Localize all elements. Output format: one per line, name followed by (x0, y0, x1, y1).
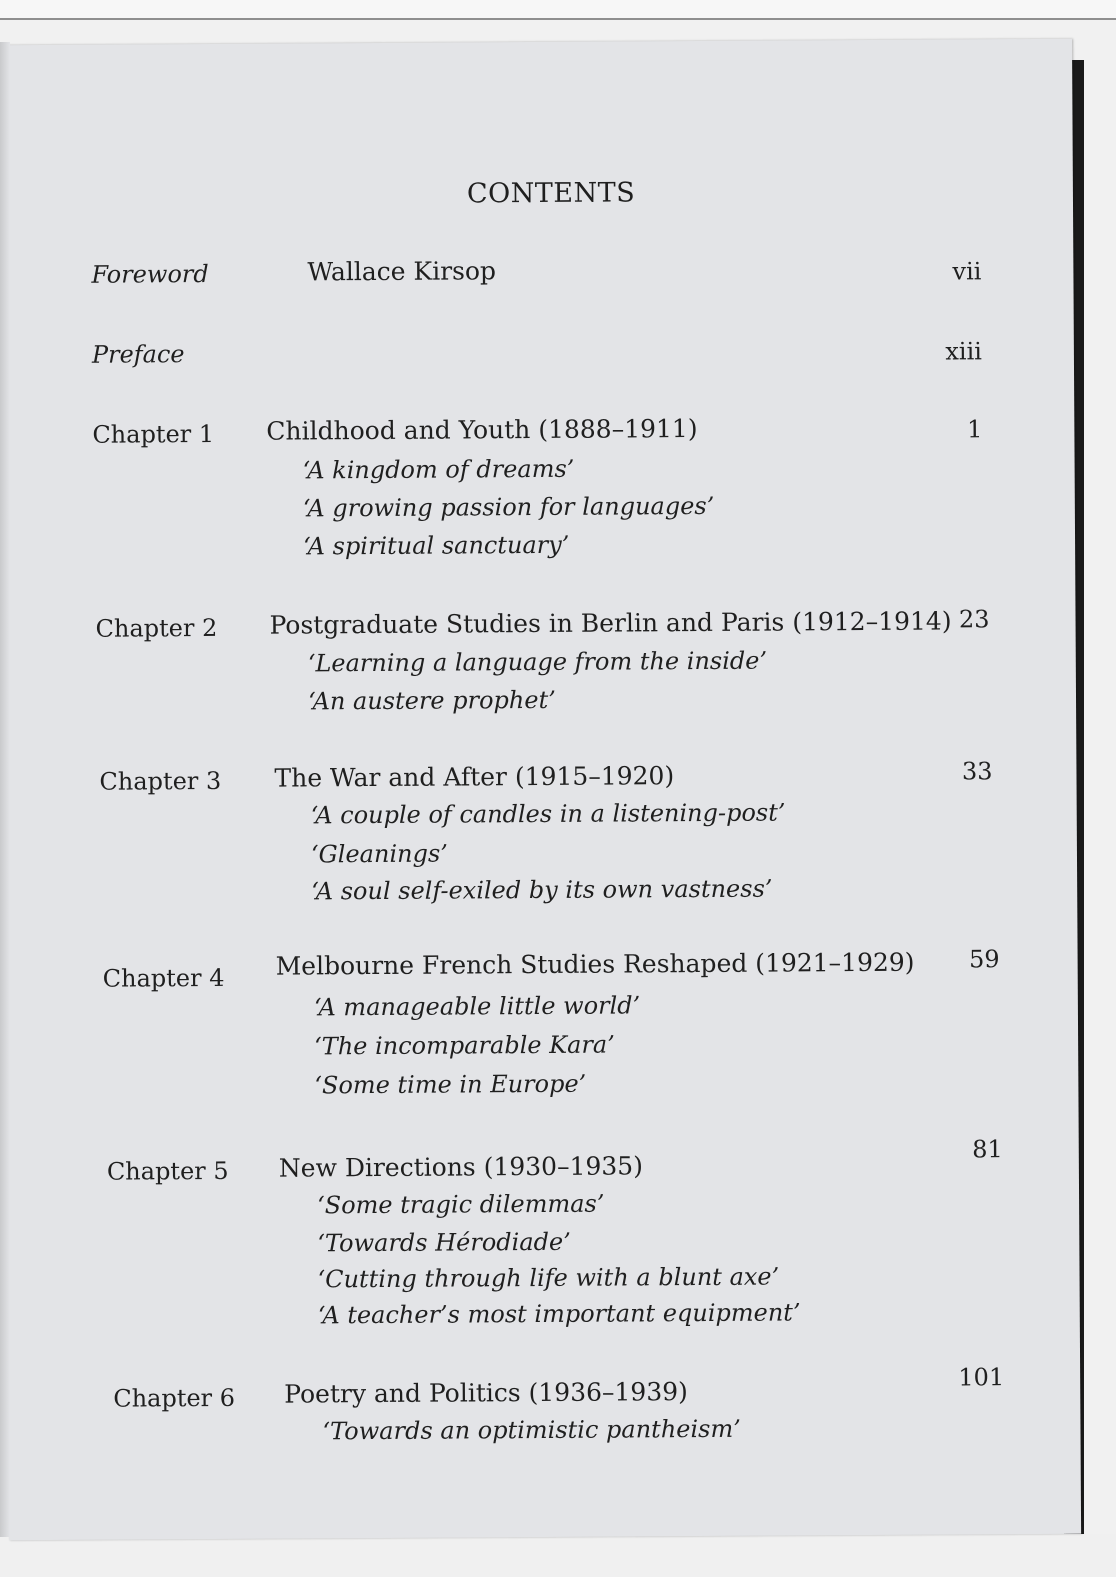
toc-page-number: 101 (958, 1363, 1005, 1392)
chapter-title: New Directions (1930–1935) (278, 1151, 643, 1183)
toc-label: Preface (91, 340, 185, 369)
section-title: ‘A couple of candles in a listening-post’ (310, 798, 786, 830)
chapter-label: Chapter 4 (102, 963, 225, 993)
toc-page-number: 59 (968, 945, 1000, 974)
section-title: ‘A manageable little world’ (313, 991, 641, 1022)
section-title: ‘Some time in Europe’ (314, 1069, 587, 1100)
chapter-label: Chapter 2 (95, 613, 218, 643)
toc-author: Wallace Kirsop (307, 256, 497, 287)
page-gutter-shadow (0, 42, 10, 1537)
surface-bottom (0, 1534, 1116, 1577)
toc-page-number: xiii (945, 337, 982, 366)
chapter-title: Poetry and Politics (1936–1939) (284, 1377, 688, 1409)
chapter-title: Childhood and Youth (1888–1911) (266, 414, 698, 446)
section-title: ‘A teacher’s most important equipment’ (317, 1298, 801, 1330)
section-title: ‘An austere prophet’ (307, 685, 556, 716)
chapter-title: Postgraduate Studies in Berlin and Paris (1912–1914) (269, 606, 952, 640)
section-title: ‘Cutting through life with a blunt axe’ (317, 1262, 780, 1294)
section-title: ‘Towards Hérodiade’ (317, 1227, 571, 1258)
section-title: ‘A growing passion for languages’ (302, 491, 715, 523)
chapter-title: Melbourne French Studies Reshaped (1921–1929) (275, 947, 915, 981)
toc-page-number: 23 (958, 605, 990, 634)
top-edge (0, 0, 1116, 20)
chapter-label: Chapter 6 (113, 1383, 236, 1413)
chapter-label: Chapter 3 (99, 766, 222, 796)
book-page (0, 39, 1081, 1541)
section-title: ‘A spiritual sanctuary’ (302, 530, 570, 561)
section-title: ‘The incomparable Kara’ (314, 1030, 615, 1061)
chapter-label: Chapter 1 (92, 419, 215, 449)
toc-label: Foreword (91, 260, 209, 289)
section-title: ‘Gleanings’ (310, 839, 448, 869)
chapter-label: Chapter 5 (106, 1156, 229, 1186)
section-title: ‘Towards an optimistic pantheism’ (322, 1414, 741, 1446)
section-title: ‘Learning a language from the inside’ (307, 646, 768, 678)
section-title: ‘A kingdom of dreams’ (302, 454, 575, 485)
chapter-title: The War and After (1915–1920) (274, 761, 675, 793)
toc-page-number: 1 (967, 415, 983, 444)
toc-page-number: vii (952, 257, 982, 286)
toc-page-number: 81 (972, 1135, 1003, 1164)
section-title: ‘Some tragic dilemmas’ (317, 1189, 605, 1220)
section-title: ‘A soul self-exiled by its own vastness’ (311, 874, 773, 906)
toc-page-number: 33 (961, 757, 993, 786)
page-title: CONTENTS (466, 177, 636, 210)
